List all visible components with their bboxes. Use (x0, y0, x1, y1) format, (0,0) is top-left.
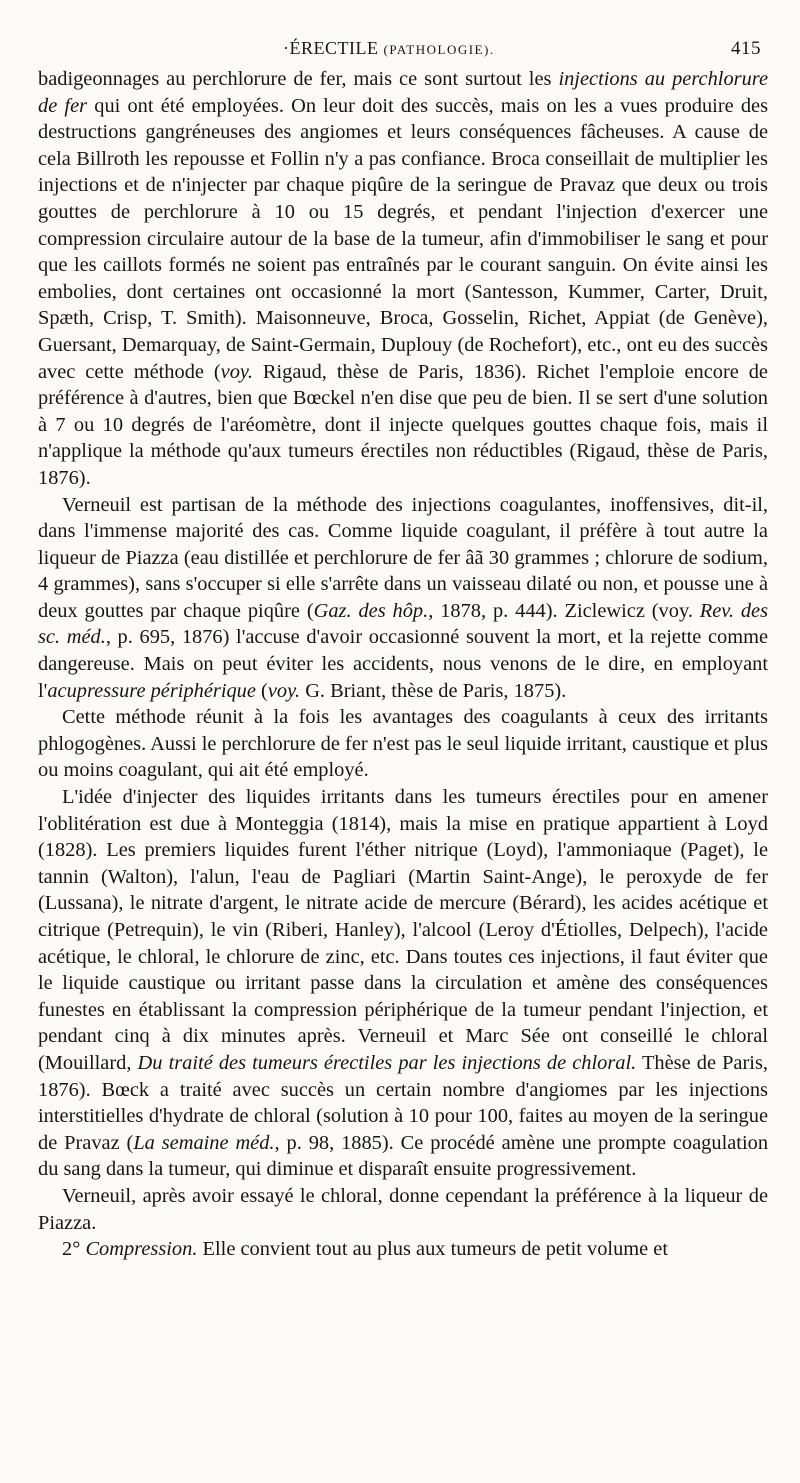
paragraph-4 (38, 784, 768, 1183)
header-title: ·ÉRECTILE (283, 38, 379, 58)
paragraph-3 (38, 704, 768, 784)
text-run: qui ont été employées. On leur doit des succès, mais on les a vues produire des destructions gangréneuses des angiomes et leurs conséquences fâcheuses. A cause de cela Billroth les repousse et Follin n'y a pas confiance. Broca conseillait de multiplier les injections et de n'injecter par chaque piqûre de la seringue de Pravaz que deux ou trois gouttes de perchlorure à 10 ou 15 degrés, et pendant l'injection d'exercer une compression circulaire autour de la base de la tumeur, afin d'immobiliser le sang et pour que les caillots formés ne soient pas entraînés par le courant sanguin. On évite ainsi les embolies, dont certaines ont occasionné la mort (Santesson, Kummer, Carter, Druit, Spæth, Crisp, T. Smith). Maisonneuve, Broca, Gosselin, Richet, Appiat (de Genève), Guersant, Demarquay, de Saint-Germain, Duplouy (de Rochefort), etc., ont eu des succès avec cette méthode ( (38, 94, 769, 383)
text-run: 2° (62, 1238, 86, 1261)
body-text (38, 66, 768, 1263)
text-run: L'idée d'injecter des liquides irritants dans les tumeurs érectiles pour en amener l'oblitération est due à Monteggia (1814), mais la mise en pratique appartient à Loyd (1828). Les premiers liquides furent l'éther nitrique (Loyd), l'ammoniaque (Paget), le tannin (Walton), l'alun, l'eau de Pagliari (Martin Saint-Ange), le peroxyde de fer (Lussana), le nitrate d'argent, le nitrate acide de mercure (Bérard), les acides acétique et citrique (Petrequin), le vin (Riberi, Hanley), l'alcool (Leroy d'Étiolles, Delpech), l'acide acétique, le chloral, le chlorure de zinc, etc. Dans toutes ces injections, il faut éviter que le liquide caustique ou irritant passe dans la circulation et amène des conséquences funestes en établissant la compression périphérique de la tumeur pendant l'injection, et pendant cinq à dix minutes après. Verneuil et Marc Sée ont conseillé le chloral (Mouillard, (38, 786, 768, 1074)
text-run: , 1878, p. 444). Ziclewicz (voy. (428, 599, 700, 622)
italic-run: acupressure périphérique (47, 679, 256, 702)
text-run: Rigaud, thèse de Paris, 1836). Richet l'emploie encore de préférence à d'autres, bien que Bœckel n'en dise que peu de bien. Il se sert d'une solution à 7 ou 10 degrés de l'aréomètre, dont il injecte quelques gouttes chaque fois, mais il n'applique la méthode qu'aux tumeurs érectiles non réductibles (Rigaud, thèse de Paris, 1876). (38, 360, 768, 489)
running-title (283, 38, 495, 59)
text-run: Verneuil est partisan de la méthode des injections coagulantes, inoffensives, dit-il, dans l'immense majorité des cas. Comme liquide coagulant, il préfère à tout autre la liqueur de Piazza (eau distillée et perchlorure de fer âã 30 grammes ; chlorure de sodium, 4 grammes), sans s'occuper si elle s'arrête dans un vaisseau dilaté ou non, et pousse une à deux gouttes par chaque piqûre ( (38, 493, 768, 622)
paragraph-1 (38, 66, 768, 492)
running-head (0, 38, 800, 64)
text-run: Verneuil, après avoir essayé le chloral, donne cependant la préférence à la liqueur de Piazza. (38, 1184, 768, 1234)
text-run: badigeonnages au perchlorure de fer, mais ce sont surtout les (38, 68, 559, 90)
text-run: , p. 98, 1885). Ce procédé amène une prompte coagulation du sang dans la tumeur, qui diminue et disparaît ensuite progressivement. (38, 1131, 769, 1181)
text-run: ( (255, 679, 268, 702)
italic-run: Rev. des sc. méd. (38, 599, 769, 649)
italic-run: La semaine méd. (133, 1131, 275, 1154)
italic-run: injections au perchlorure de fer (38, 68, 768, 117)
paragraph-5 (38, 1183, 768, 1236)
paragraph-6 (38, 1236, 768, 1263)
header-subtitle: (PATHOLOGIE). (383, 42, 495, 57)
italic-run: Gaz. des hôp. (313, 599, 429, 622)
text-run: Thèse de Paris, 1876). Bœck a traité avec succès un certain nombre d'angiomes par les injections interstitielles d'hydrate de chloral (solution à 10 pour 100, faites au moyen de la seringue de Pravaz ( (38, 1051, 768, 1154)
text-run: Cette méthode réunit à la fois les avantages des coagulants à ceux des irritants phlogogènes. Aussi le perchlorure de fer n'est pas le seul liquide irritant, caustique et plus ou moins coagulant, qui ait été employé. (38, 706, 768, 782)
italic-run: voy. (220, 360, 253, 383)
text-run: G. Briant, thèse de Paris, 1875). (300, 679, 567, 702)
text-run: , p. 695, 1876) l'accuse d'avoir occasionné souvent la mort, et la rejette comme dangereuse. Mais on peut éviter les accidents, nous venons de le dire, en employant l' (38, 626, 769, 702)
italic-run: voy. (267, 679, 301, 702)
text-run: Elle convient tout au plus aux tumeurs de petit volume et (197, 1238, 669, 1261)
section-heading: Compression. (85, 1238, 198, 1261)
italic-run: Du traité des tumeurs érectiles par les injections de chloral. (137, 1051, 637, 1074)
paragraph-2 (38, 492, 768, 705)
page-number: 415 (731, 38, 761, 59)
